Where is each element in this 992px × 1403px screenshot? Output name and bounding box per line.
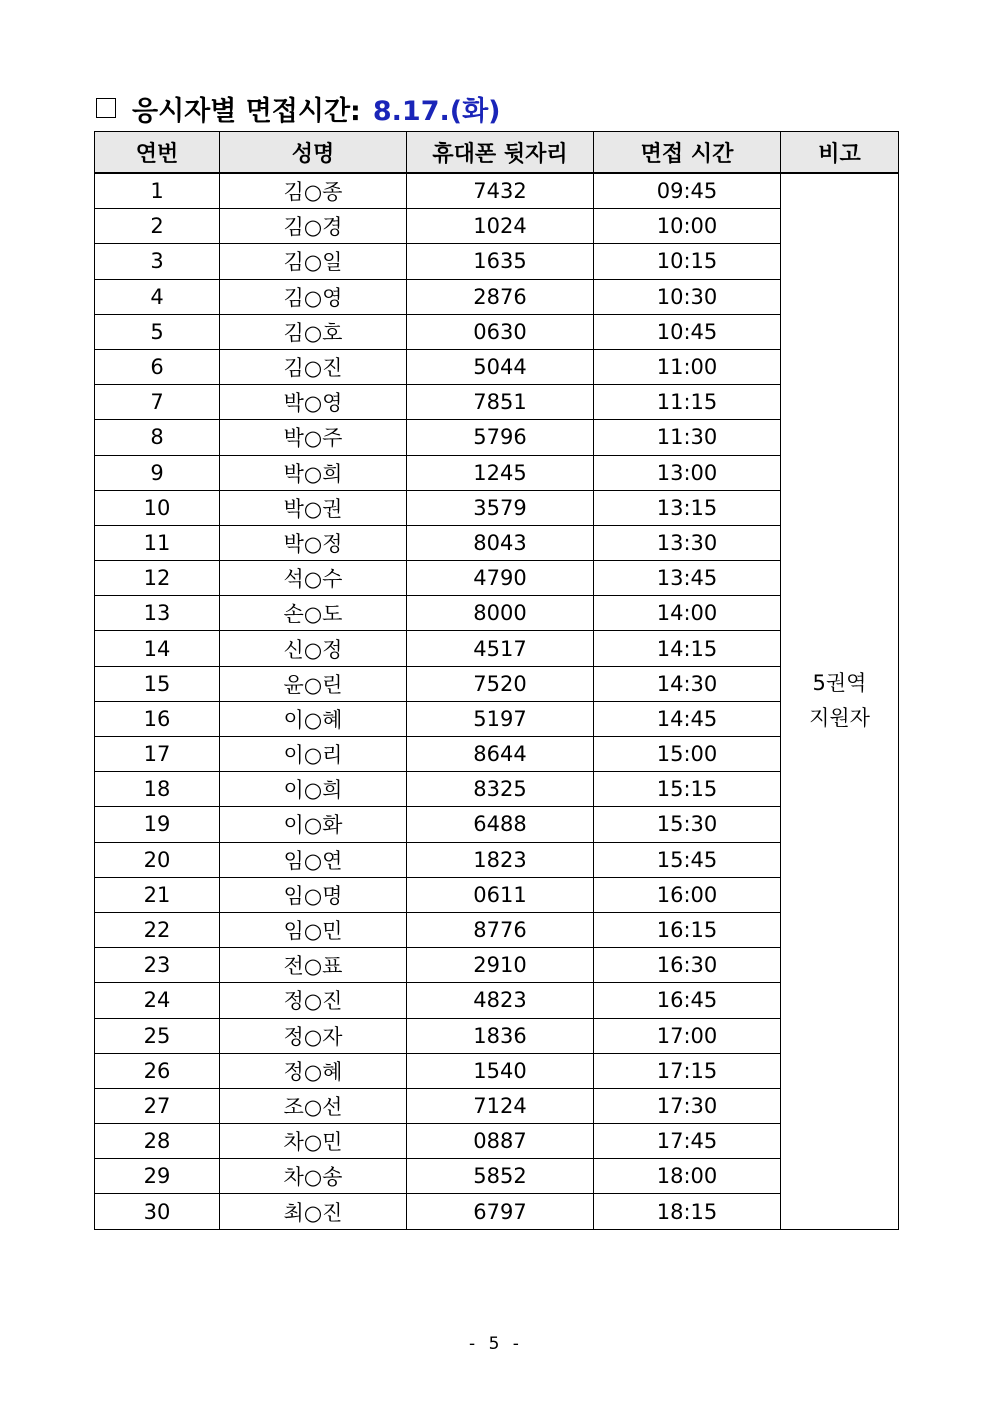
table-row (95, 490, 899, 525)
cell-phone: 7432 (407, 173, 594, 209)
table-row (95, 983, 899, 1018)
heading-label: 응시자별 면접시간: (132, 95, 361, 127)
table-row (95, 912, 899, 947)
cell-no: 3 (95, 244, 220, 279)
cell-phone: 6488 (407, 807, 594, 842)
cell-time: 13:30 (594, 525, 781, 560)
cell-time: 10:00 (594, 209, 781, 244)
cell-no: 23 (95, 948, 220, 983)
cell-time: 14:30 (594, 666, 781, 701)
cell-name: 최○진 (220, 1194, 407, 1229)
cell-time: 09:45 (594, 173, 781, 209)
cell-name: 임○연 (220, 842, 407, 877)
table-row (95, 1053, 899, 1088)
table-row (95, 701, 899, 736)
table-row (95, 385, 899, 420)
table-row (95, 173, 899, 209)
cell-no: 12 (95, 561, 220, 596)
table-body (95, 173, 899, 1229)
header-time: 면접 시간 (594, 132, 781, 174)
cell-no: 8 (95, 420, 220, 455)
cell-no: 10 (95, 490, 220, 525)
cell-phone: 2876 (407, 279, 594, 314)
cell-no: 4 (95, 279, 220, 314)
header-note: 비고 (781, 132, 899, 174)
cell-no: 25 (95, 1018, 220, 1053)
cell-name: 이○혜 (220, 701, 407, 736)
cell-no: 18 (95, 772, 220, 807)
cell-name: 정○진 (220, 983, 407, 1018)
table-row (95, 666, 899, 701)
cell-time: 17:45 (594, 1124, 781, 1159)
cell-phone: 4790 (407, 561, 594, 596)
cell-phone: 0611 (407, 877, 594, 912)
cell-name: 김○영 (220, 279, 407, 314)
cell-time: 16:00 (594, 877, 781, 912)
table-row (95, 842, 899, 877)
cell-no: 11 (95, 525, 220, 560)
cell-phone: 8325 (407, 772, 594, 807)
cell-time: 17:30 (594, 1088, 781, 1123)
cell-time: 14:00 (594, 596, 781, 631)
cell-no: 28 (95, 1124, 220, 1159)
cell-time: 11:00 (594, 349, 781, 384)
cell-no: 21 (95, 877, 220, 912)
table-row (95, 244, 899, 279)
cell-phone: 1823 (407, 842, 594, 877)
table-row (95, 1088, 899, 1123)
table-row (95, 279, 899, 314)
cell-phone: 1635 (407, 244, 594, 279)
cell-time: 16:30 (594, 948, 781, 983)
cell-time: 14:45 (594, 701, 781, 736)
cell-phone: 8043 (407, 525, 594, 560)
table-row (95, 596, 899, 631)
table-header-row (95, 132, 899, 174)
cell-no: 22 (95, 912, 220, 947)
header-no: 연번 (95, 132, 220, 174)
cell-no: 20 (95, 842, 220, 877)
cell-name: 김○일 (220, 244, 407, 279)
cell-no: 7 (95, 385, 220, 420)
cell-phone: 7851 (407, 385, 594, 420)
cell-time: 15:15 (594, 772, 781, 807)
cell-no: 9 (95, 455, 220, 490)
cell-name: 박○정 (220, 525, 407, 560)
header-phone: 휴대폰 뒷자리 (407, 132, 594, 174)
table-row (95, 455, 899, 490)
table-row (95, 1194, 899, 1229)
cell-time: 11:30 (594, 420, 781, 455)
cell-time: 10:15 (594, 244, 781, 279)
section-heading (96, 88, 501, 128)
cell-phone: 3579 (407, 490, 594, 525)
cell-name: 손○도 (220, 596, 407, 631)
table-row (95, 209, 899, 244)
cell-no: 14 (95, 631, 220, 666)
cell-no: 17 (95, 737, 220, 772)
cell-name: 박○권 (220, 490, 407, 525)
heading-date: 8.17.(화) (372, 95, 501, 127)
cell-phone: 1245 (407, 455, 594, 490)
table-row (95, 737, 899, 772)
cell-name: 이○리 (220, 737, 407, 772)
table-row (95, 1159, 899, 1194)
cell-time: 11:15 (594, 385, 781, 420)
table-row (95, 314, 899, 349)
table-row (95, 420, 899, 455)
cell-name: 차○송 (220, 1159, 407, 1194)
cell-name: 정○혜 (220, 1053, 407, 1088)
cell-name: 조○선 (220, 1088, 407, 1123)
cell-name: 박○영 (220, 385, 407, 420)
table-row (95, 772, 899, 807)
header-name: 성명 (220, 132, 407, 174)
cell-name: 전○표 (220, 948, 407, 983)
cell-name: 김○경 (220, 209, 407, 244)
cell-phone: 7520 (407, 666, 594, 701)
cell-no: 24 (95, 983, 220, 1018)
cell-no: 5 (95, 314, 220, 349)
cell-name: 김○진 (220, 349, 407, 384)
cell-phone: 1540 (407, 1053, 594, 1088)
page-number: - 5 - (469, 1334, 523, 1354)
cell-name: 윤○린 (220, 666, 407, 701)
cell-no: 1 (95, 173, 220, 209)
table-row (95, 948, 899, 983)
cell-name: 신○정 (220, 631, 407, 666)
cell-time: 10:30 (594, 279, 781, 314)
cell-note (781, 173, 899, 1229)
cell-time: 16:15 (594, 912, 781, 947)
cell-phone: 1836 (407, 1018, 594, 1053)
cell-phone: 8644 (407, 737, 594, 772)
cell-phone: 0887 (407, 1124, 594, 1159)
checkbox-square-icon (96, 98, 116, 118)
cell-no: 16 (95, 701, 220, 736)
cell-name: 이○화 (220, 807, 407, 842)
cell-time: 17:15 (594, 1053, 781, 1088)
table-row (95, 877, 899, 912)
cell-phone: 7124 (407, 1088, 594, 1123)
cell-no: 13 (95, 596, 220, 631)
table-row (95, 525, 899, 560)
cell-no: 6 (95, 349, 220, 384)
note-line-1: 5권역 (812, 671, 867, 696)
cell-name: 이○희 (220, 772, 407, 807)
cell-no: 29 (95, 1159, 220, 1194)
cell-time: 13:45 (594, 561, 781, 596)
cell-phone: 5197 (407, 701, 594, 736)
cell-time: 16:45 (594, 983, 781, 1018)
cell-no: 15 (95, 666, 220, 701)
note-line-2: 지원자 (809, 706, 870, 731)
table-row (95, 1124, 899, 1159)
cell-phone: 6797 (407, 1194, 594, 1229)
cell-time: 18:00 (594, 1159, 781, 1194)
cell-no: 2 (95, 209, 220, 244)
cell-time: 13:15 (594, 490, 781, 525)
cell-no: 19 (95, 807, 220, 842)
table-row (95, 1018, 899, 1053)
cell-phone: 5044 (407, 349, 594, 384)
table-row (95, 561, 899, 596)
cell-phone: 4823 (407, 983, 594, 1018)
cell-no: 30 (95, 1194, 220, 1229)
cell-name: 임○민 (220, 912, 407, 947)
cell-time: 10:45 (594, 314, 781, 349)
cell-name: 차○민 (220, 1124, 407, 1159)
cell-phone: 5852 (407, 1159, 594, 1194)
cell-no: 27 (95, 1088, 220, 1123)
cell-time: 15:45 (594, 842, 781, 877)
cell-name: 김○종 (220, 173, 407, 209)
cell-name: 박○주 (220, 420, 407, 455)
cell-time: 17:00 (594, 1018, 781, 1053)
cell-name: 정○자 (220, 1018, 407, 1053)
cell-time: 14:15 (594, 631, 781, 666)
cell-phone: 4517 (407, 631, 594, 666)
table-row (95, 631, 899, 666)
table-row (95, 349, 899, 384)
cell-name: 임○명 (220, 877, 407, 912)
cell-time: 15:00 (594, 737, 781, 772)
cell-time: 13:00 (594, 455, 781, 490)
cell-time: 18:15 (594, 1194, 781, 1229)
cell-time: 15:30 (594, 807, 781, 842)
cell-name: 석○수 (220, 561, 407, 596)
table-row (95, 807, 899, 842)
cell-phone: 5796 (407, 420, 594, 455)
cell-name: 박○희 (220, 455, 407, 490)
interview-schedule-table (94, 131, 899, 1230)
cell-phone: 8000 (407, 596, 594, 631)
cell-phone: 8776 (407, 912, 594, 947)
cell-phone: 1024 (407, 209, 594, 244)
cell-name: 김○호 (220, 314, 407, 349)
cell-no: 26 (95, 1053, 220, 1088)
cell-phone: 2910 (407, 948, 594, 983)
cell-phone: 0630 (407, 314, 594, 349)
